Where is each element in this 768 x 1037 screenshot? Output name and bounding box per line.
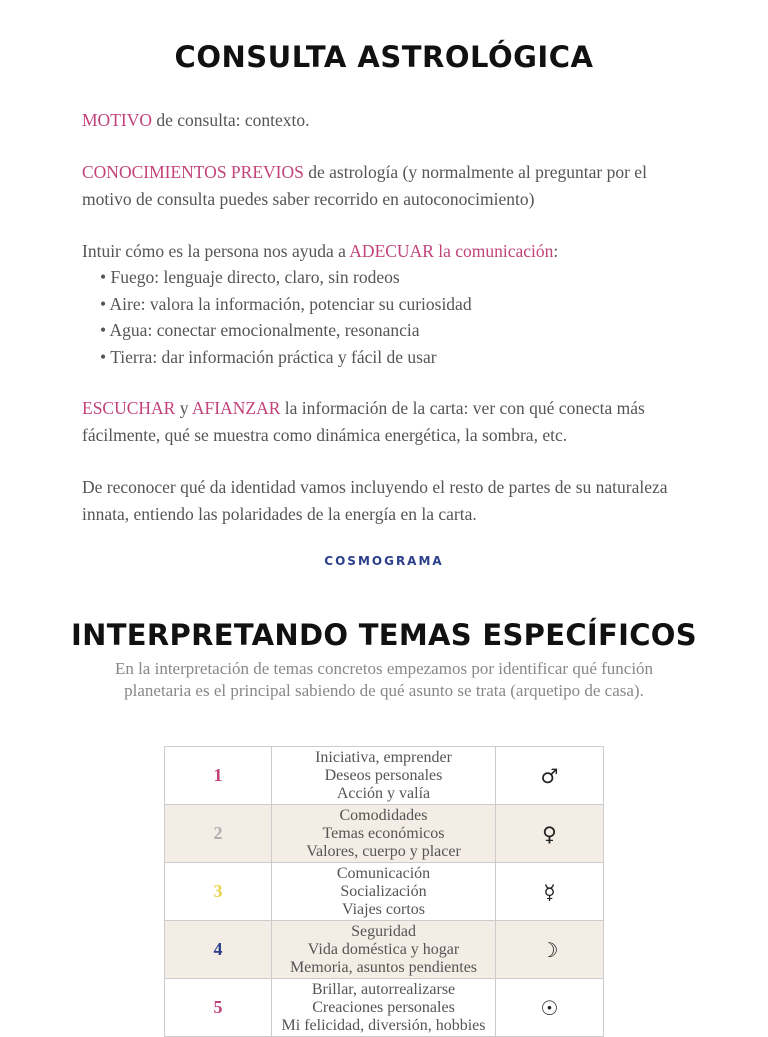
paragraph-motivo bbox=[82, 107, 692, 134]
house-description-line: Vida doméstica y hogar bbox=[307, 940, 460, 958]
house-description-line: Seguridad bbox=[351, 922, 416, 940]
list-item-tierra: • Tierra: dar información práctica y fácil de usar bbox=[100, 344, 472, 371]
table-row bbox=[165, 921, 604, 979]
house-description bbox=[272, 979, 496, 1037]
brand-logo: COSMOGRAMA bbox=[324, 554, 444, 568]
highlight-motivo: MOTIVO bbox=[82, 110, 152, 130]
list-item-fuego: • Fuego: lenguaje directo, claro, sin rodeos bbox=[100, 264, 472, 291]
highlight-afianzar: AFIANZAR bbox=[191, 398, 281, 418]
section-subtitle: En la interpretación de temas concretos empezamos por identificar qué función planetaria es el principal sabiendo de qué asunto se trata (arquetipo de casa). bbox=[114, 659, 654, 700]
house-description-line: Memoria, asuntos pendientes bbox=[289, 958, 478, 976]
paragraph-adecuar-post: : bbox=[553, 241, 559, 261]
sun-icon: ☉ bbox=[496, 979, 604, 1037]
table-row bbox=[165, 863, 604, 921]
house-number: 1 bbox=[165, 747, 272, 805]
paragraph-identidad: De reconocer qué da identidad vamos incluyendo el resto de partes de su naturaleza innata, entiendo las polaridades de la energía en la carta. bbox=[82, 477, 668, 524]
house-number: 2 bbox=[165, 805, 272, 863]
house-description-line: Deseos personales bbox=[324, 766, 443, 784]
house-description bbox=[272, 805, 496, 863]
highlight-adecuar: ADECUAR la comunicación bbox=[349, 241, 554, 261]
paragraph-conocimientos bbox=[82, 159, 692, 212]
paragraph-conocimientos-text: de astrología (y normalmente al preguntar por el motivo de consulta puedes saber recorrido en autoconocimiento) bbox=[82, 162, 647, 209]
house-number: 3 bbox=[165, 863, 272, 921]
list-item-aire: • Aire: valora la información, potenciar su curiosidad bbox=[100, 291, 472, 318]
house-description-line: Socialización bbox=[340, 882, 427, 900]
table-row bbox=[165, 979, 604, 1037]
house-description-line: Brillar, autorrealizarse bbox=[311, 980, 456, 998]
house-description-line: Comodidades bbox=[339, 806, 428, 824]
highlight-escuchar: ESCUCHAR bbox=[82, 398, 176, 418]
house-description-line: Temas económicos bbox=[322, 824, 445, 842]
paragraph-escuchar bbox=[82, 395, 692, 448]
table-row bbox=[165, 747, 604, 805]
house-description bbox=[272, 747, 496, 805]
house-number: 4 bbox=[165, 921, 272, 979]
table-row bbox=[165, 805, 604, 863]
house-number: 5 bbox=[165, 979, 272, 1037]
house-description-line: Comunicación bbox=[336, 864, 431, 882]
house-description bbox=[272, 921, 496, 979]
paragraph-motivo-text: de consulta: contexto. bbox=[152, 110, 310, 130]
house-description bbox=[272, 863, 496, 921]
page-title: CONSULTA ASTROLÓGICA bbox=[174, 40, 594, 74]
mars-icon: ♂ bbox=[496, 747, 604, 805]
house-description-line: Mi felicidad, diversión, hobbies bbox=[281, 1016, 486, 1034]
house-description-line: Creaciones personales bbox=[312, 998, 455, 1016]
houses-table bbox=[164, 746, 604, 1037]
house-description-line: Acción y valía bbox=[336, 784, 431, 802]
paragraph-adecuar bbox=[82, 238, 692, 265]
mercury-icon: ☿ bbox=[496, 863, 604, 921]
house-description-line: Viajes cortos bbox=[341, 900, 425, 918]
element-bullet-list bbox=[100, 264, 472, 370]
paragraph-escuchar-text: la información de la carta: ver con qué conecta más fácilmente, qué se muestra como dinámica energética, la sombra, etc. bbox=[82, 398, 645, 445]
list-item-agua: • Agua: conectar emocionalmente, resonancia bbox=[100, 317, 472, 344]
highlight-conocimientos: CONOCIMIENTOS PREVIOS bbox=[82, 162, 304, 182]
section-title: INTERPRETANDO TEMAS ESPECÍFICOS bbox=[71, 618, 697, 652]
paragraph-escuchar-mid: y bbox=[175, 398, 192, 418]
house-description-line: Valores, cuerpo y placer bbox=[306, 842, 461, 860]
paragraph-adecuar-pre: Intuir cómo es la persona nos ayuda a bbox=[82, 241, 350, 261]
house-description-line: Iniciativa, emprender bbox=[315, 748, 452, 766]
moon-icon: ☽ bbox=[496, 921, 604, 979]
venus-icon: ♀ bbox=[496, 805, 604, 863]
